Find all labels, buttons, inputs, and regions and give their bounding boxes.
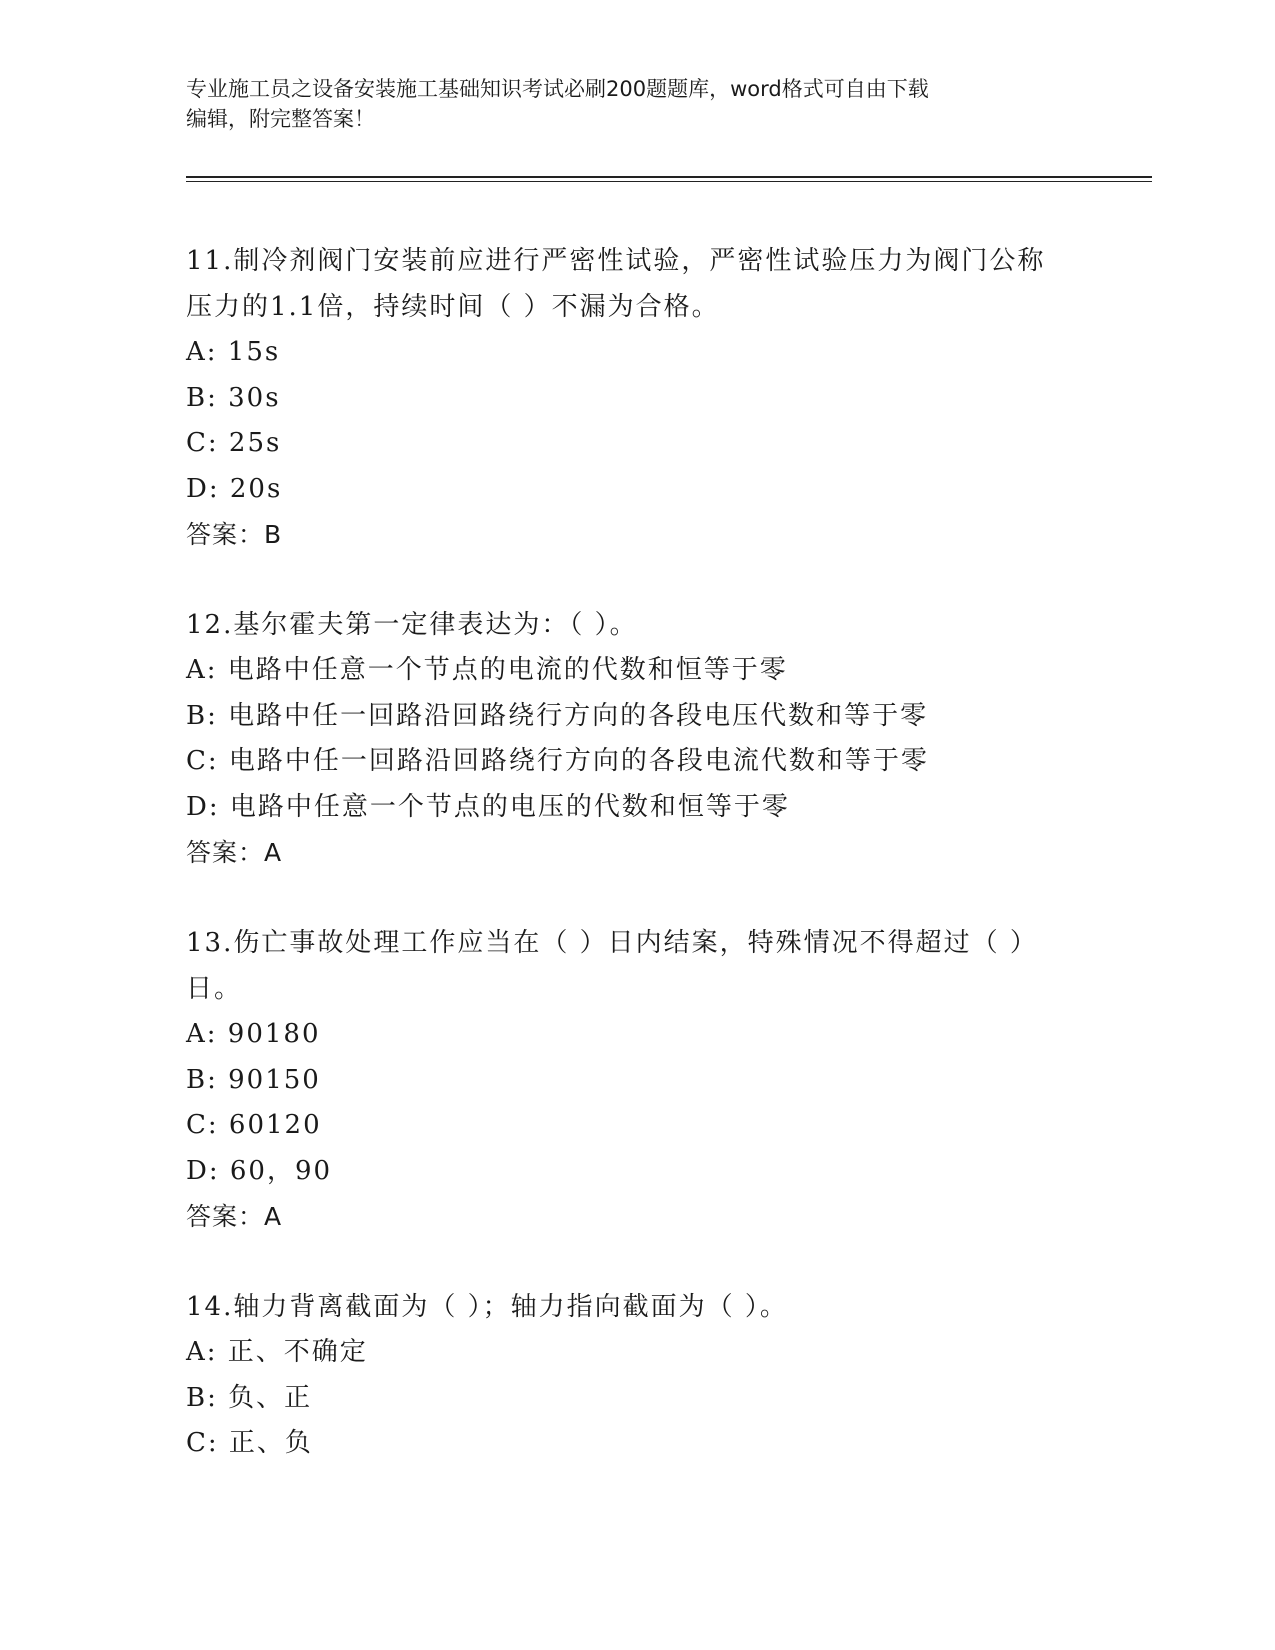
question-list	[186, 238, 1086, 1511]
question-text-line: 11.制冷剂阀门安装前应进行严密性试验，严密性试验压力为阀门公称	[186, 246, 1046, 276]
question-item	[186, 1284, 1086, 1467]
question-text-line: 13.伤亡事故处理工作应当在（ ）日内结案，特殊情况不得超过（ ）	[186, 928, 1038, 958]
option-b: B: 负、正	[186, 1382, 313, 1413]
option-a: A: 电路中任意一个节点的电流的代数和恒等于零	[186, 655, 788, 685]
header-title-line-1: 专业施工员之设备安装施工基础知识考试必刷200题题库，word格式可自由下载	[186, 77, 929, 101]
option-d: D: 60，90	[186, 1155, 333, 1186]
question-text-line: 12.基尔霍夫第一定律表达为：（ ）。	[186, 610, 638, 640]
answer-line: 答案：A	[186, 838, 283, 867]
question-item	[186, 920, 1086, 1240]
option-c: C: 25s	[186, 428, 282, 458]
question-text-line: 日。	[186, 974, 243, 1004]
option-d: D: 电路中任意一个节点的电压的代数和恒等于零	[186, 791, 790, 822]
option-c: C: 电路中任一回路沿回路绕行方向的各段电流代数和等于零	[186, 746, 929, 776]
question-item	[186, 602, 1086, 876]
question-text-line: 压力的1.1倍，持续时间（ ）不漏为合格。	[186, 292, 720, 322]
option-c: C: 正、负	[186, 1428, 313, 1458]
option-a: A: 正、不确定	[186, 1337, 368, 1367]
option-b: B: 90150	[186, 1064, 321, 1095]
header-divider-thin	[186, 181, 1152, 182]
option-b: B: 电路中任一回路沿回路绕行方向的各段电压代数和等于零	[186, 700, 929, 731]
question-text-line: 14.轴力背离截面为（ ）；轴力指向截面为（ ）。	[186, 1292, 788, 1322]
option-a: A: 90180	[186, 1019, 321, 1049]
document-header	[186, 74, 1066, 134]
option-a: A: 15s	[186, 337, 281, 367]
question-item	[186, 238, 1086, 558]
header-title-line-2: 编辑，附完整答案！	[186, 107, 375, 131]
option-d: D: 20s	[186, 473, 283, 504]
header-divider-thick	[186, 176, 1152, 178]
option-b: B: 30s	[186, 382, 281, 413]
answer-line: 答案：B	[186, 520, 283, 549]
option-c: C: 60120	[186, 1110, 322, 1140]
answer-line: 答案：A	[186, 1202, 283, 1231]
